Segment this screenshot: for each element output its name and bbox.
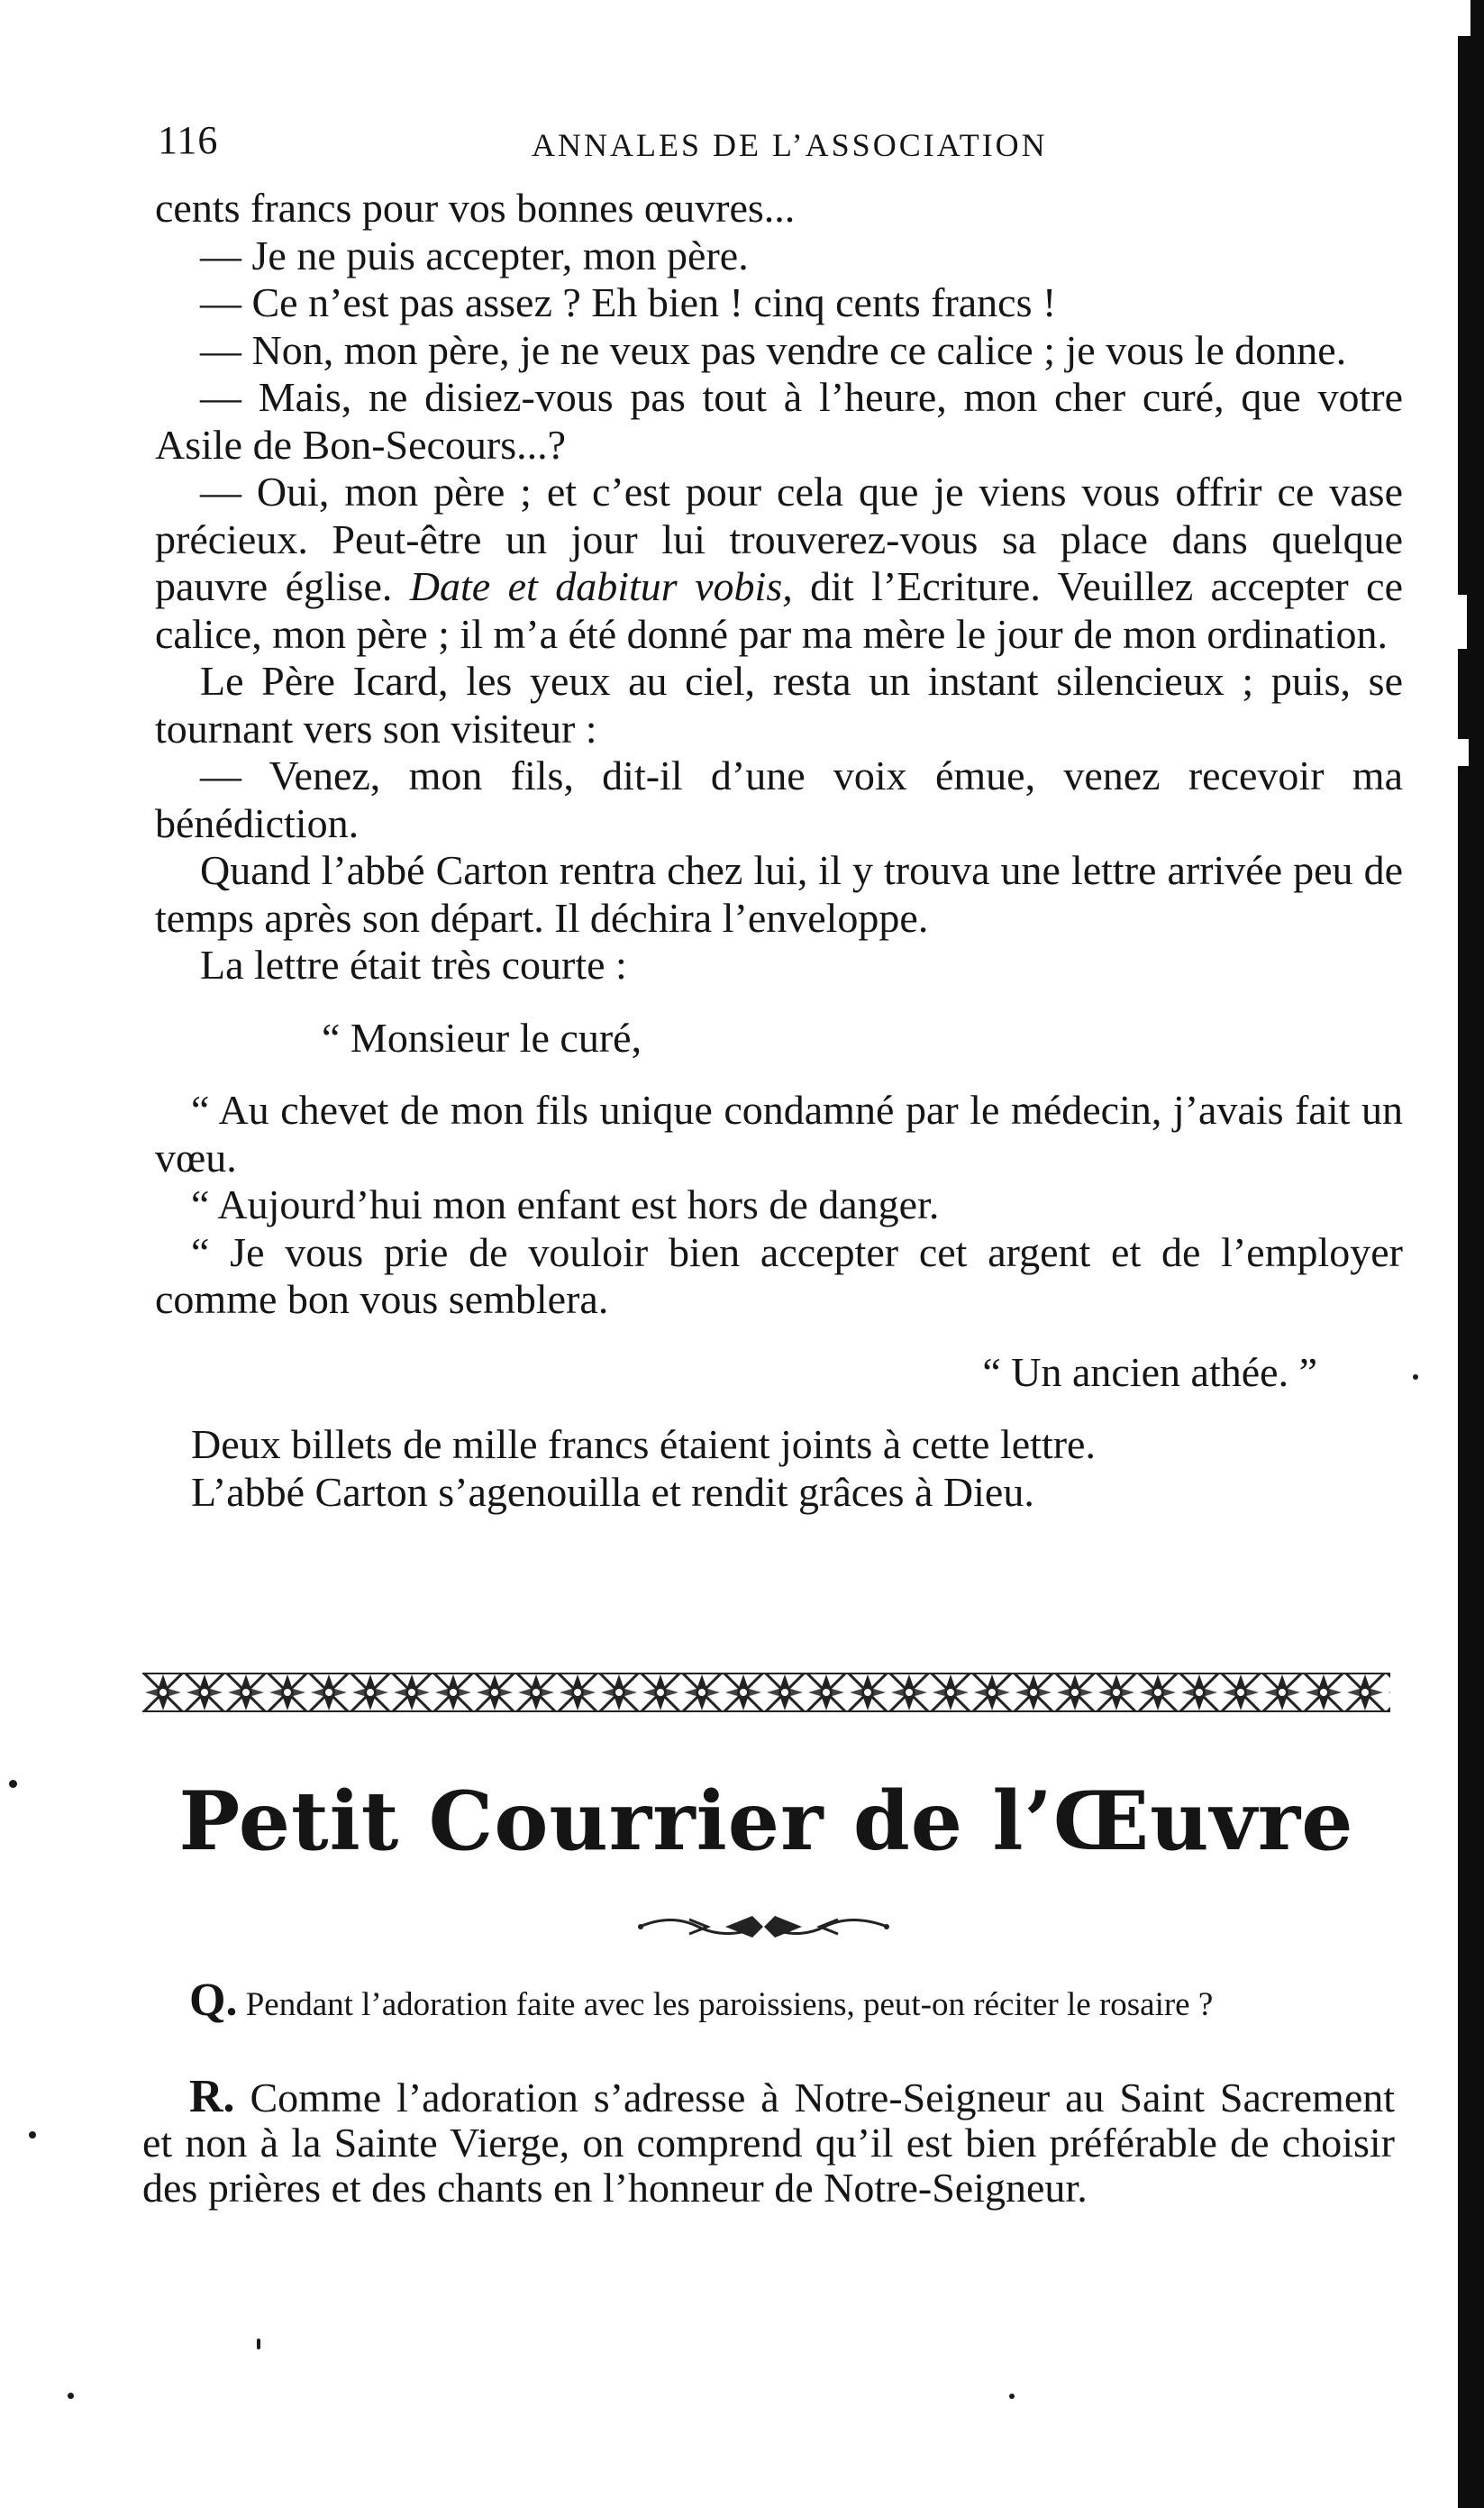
scan-edge-notch bbox=[1458, 595, 1467, 649]
paragraph: — Je ne puis accepter, mon père. bbox=[200, 232, 749, 278]
flourish-ornament bbox=[635, 1909, 892, 1945]
paragraph-text: — Oui, mon père ; et c’est pour cela que je viens vous offrir ce vase précieux. Peut-être un jour lui trouverez-vous sa place dans quelque pauvre église. bbox=[155, 469, 1403, 609]
running-head: ANNALES DE L’ASSOCIATION bbox=[532, 127, 1048, 163]
letter-salutation: “ Monsieur le curé, bbox=[322, 1014, 642, 1061]
paragraph: Deux billets de mille francs étaient joints à cette lettre. bbox=[191, 1421, 1096, 1467]
letter-paragraph: “ Aujourd’hui mon enfant est hors de danger. bbox=[191, 1181, 940, 1227]
answer-text: Comme l’adoration s’adresse à Notre-Seigneur au Saint Sacrement et non à la Sainte Vierge, on comprend qu’il est bien préférable de choisir des prières et des chants en l’honneur de Notre-Seigneur. bbox=[142, 2075, 1396, 2211]
paragraph: cents francs pour vos bonnes œuvres... bbox=[155, 185, 796, 231]
paragraph: — Ce n’est pas assez ? Eh bien ! cinq cents francs ! bbox=[200, 279, 1057, 325]
letter-signature: “ Un ancien athée. ” bbox=[982, 1348, 1317, 1395]
section-title: Petit Courrier de l’Œuvre bbox=[178, 1774, 1354, 1869]
scan-speck bbox=[257, 2339, 260, 2349]
paragraph: Le Père Icard, les yeux au ciel, resta un instant silencieux ; puis, se tournant vers son visiteur : bbox=[155, 658, 1403, 752]
paragraph-text: dit l’Ecriture. Veuillez accepter ce calice, mon père ; il m’a été donné par ma mère le jour de mon ordination. bbox=[155, 563, 1403, 657]
answer-label: R. bbox=[189, 2071, 235, 2122]
question bbox=[142, 1974, 1395, 2026]
letter-paragraph: “ Je vous prie de vouloir bien accepter cet argent et de l’employer comme bon vous semblera. bbox=[155, 1228, 1403, 1322]
scan-edge-notch bbox=[1458, 739, 1469, 766]
latin-quotation: Date et dabitur vobis, bbox=[409, 563, 793, 609]
scan-edge bbox=[1458, 0, 1484, 2508]
paragraph: — Mais, ne disiez-vous pas tout à l’heure, mon cher curé, que votre Asile de Bon-Secours...? bbox=[155, 374, 1403, 468]
paragraph: La lettre était très courte : bbox=[200, 942, 627, 988]
scan-speck bbox=[1413, 1374, 1418, 1380]
question-label: Q. bbox=[189, 1974, 238, 2026]
scan-speck bbox=[1009, 2394, 1015, 2399]
answer bbox=[142, 2071, 1396, 2211]
scan-edge-notch bbox=[1458, 0, 1470, 36]
paragraph: Quand l’abbé Carton rentra chez lui, il y trouva une lettre arrivée peu de temps après son départ. Il déchira l’enveloppe. bbox=[155, 847, 1403, 941]
scan-speck bbox=[9, 1780, 17, 1788]
question-text: Pendant l’adoration faite avec les paroissiens, peut-on réciter le rosaire ? bbox=[245, 1986, 1214, 2023]
paragraph: L’abbé Carton s’agenouilla et rendit grâces à Dieu. bbox=[191, 1468, 1034, 1515]
scan-speck bbox=[29, 2131, 36, 2139]
paragraph: — Venez, mon fils, dit-il d’une voix émue, venez recevoir ma bénédiction. bbox=[155, 752, 1403, 846]
body-text bbox=[155, 185, 1403, 1516]
page-number: 116 bbox=[158, 118, 219, 162]
paragraph-with-quote bbox=[155, 469, 1403, 658]
ornament-band bbox=[142, 1672, 1390, 1713]
paragraph: — Non, mon père, je ne veux pas vendre ce calice ; je vous le donne. bbox=[200, 326, 1347, 373]
letter-paragraph: “ Au chevet de mon fils unique condamné par le médecin, j’avais fait un vœu. bbox=[155, 1087, 1403, 1181]
scan-speck bbox=[68, 2393, 74, 2399]
